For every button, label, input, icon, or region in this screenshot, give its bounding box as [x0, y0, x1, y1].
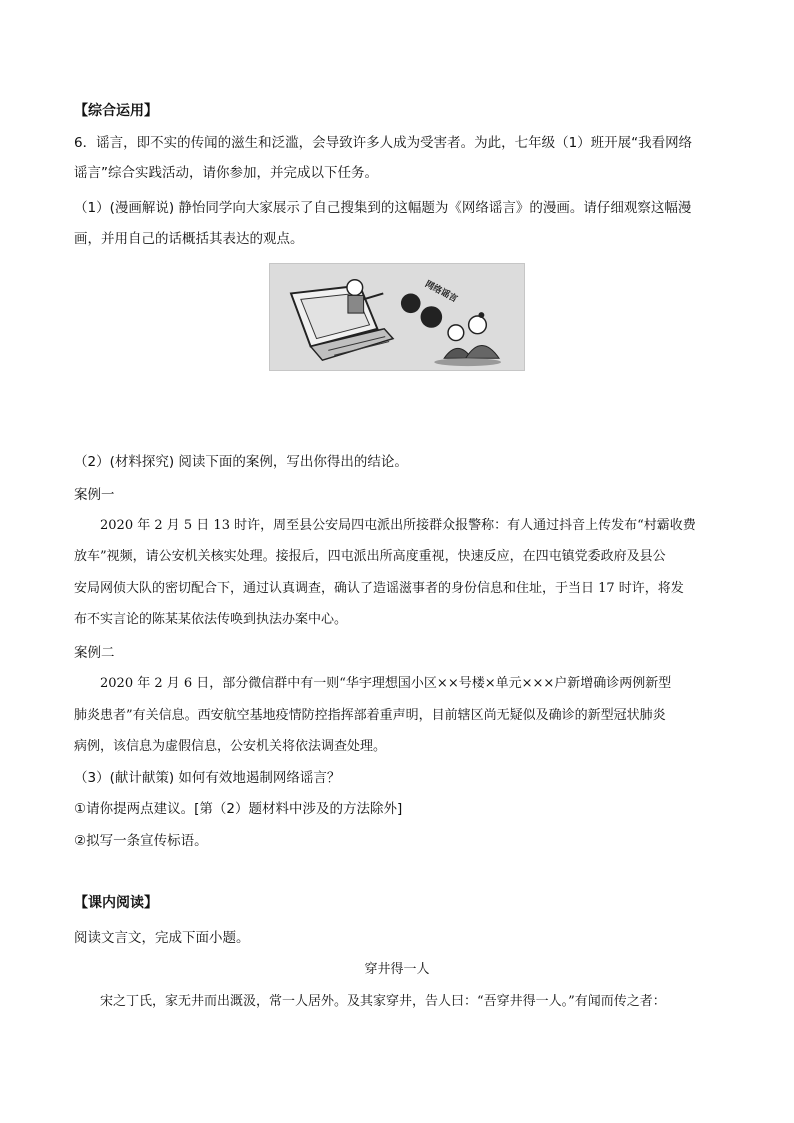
task-2: （2）(材料探究) 阅读下面的案例，写出你得出的结论。: [74, 454, 408, 470]
cartoon-image: [269, 263, 525, 371]
task-3-item-b: ②拟写一条宣传标语。: [74, 833, 208, 849]
question-6-line-2: 谣言”综合实践活动，请你参加，并完成以下任务。: [74, 165, 378, 181]
task-1-line-2: 画，并用自己的话概括其表达的观点。: [74, 231, 304, 247]
case-2-line: 2020 年 2 月 6 日，部分微信群中有一则“华宇理想国小区××号楼×单元×××户新增确诊两例新型: [100, 676, 672, 691]
case-2-line: 病例，该信息为虚假信息，公安机关将依法调查处理。: [74, 739, 387, 754]
case-1-line: 放车”视频，请公安机关核实处理。接报后，四屯派出所高度重视，快速反应，在四屯镇党委政府及县公: [74, 549, 666, 564]
task-1-line-1: （1）(漫画解说) 静怡同学向大家展示了自己搜集到的这幅题为《网络谣言》的漫画。请仔细观察这幅漫: [74, 200, 692, 216]
case-1-title: 案例一: [74, 487, 115, 503]
reading-text-line: 宋之丁氏，家无井而出溉汲，常一人居外。及其家穿井，告人曰：“吾穿井得一人。”有闻而传之者：: [100, 994, 666, 1009]
reading-title: 穿井得一人: [364, 962, 430, 977]
cartoon-caption: 网络谣言: [423, 279, 459, 305]
case-2-title: 案例二: [74, 645, 115, 661]
case-1-line: 安局网侦大队的密切配合下，通过认真调查，确认了造谣滋事者的身份信息和住址，于当日 17 时许，将发: [74, 581, 684, 596]
reading-intro: 阅读文言文，完成下面小题。: [74, 930, 250, 946]
section-header-comprehensive: 【综合运用】: [74, 103, 158, 119]
question-6-line-1: 6．谣言，即不实的传闻的滋生和泛滥，会导致许多人成为受害者。为此，七年级（1）班开展“我看网络: [74, 135, 693, 151]
case-1-line: 2020 年 2 月 5 日 13 时许，周至县公安局四屯派出所接群众报警称：有人通过抖音上传发布“村霸收费: [100, 518, 696, 533]
task-3: （3）(献计献策) 如何有效地遏制网络谣言？: [74, 770, 341, 786]
section-header-reading: 【课内阅读】: [74, 895, 158, 911]
case-2-line: 肺炎患者”有关信息。西安航空基地疫情防控指挥部着重声明，目前辖区尚无疑似及确诊的新型冠状肺炎: [74, 708, 666, 723]
task-3-item-a: ①请你提两点建议。[第（2）题材料中涉及的方法除外]: [74, 801, 403, 817]
case-1-line: 布不实言论的陈某某依法传唤到执法办案中心。: [74, 612, 348, 627]
